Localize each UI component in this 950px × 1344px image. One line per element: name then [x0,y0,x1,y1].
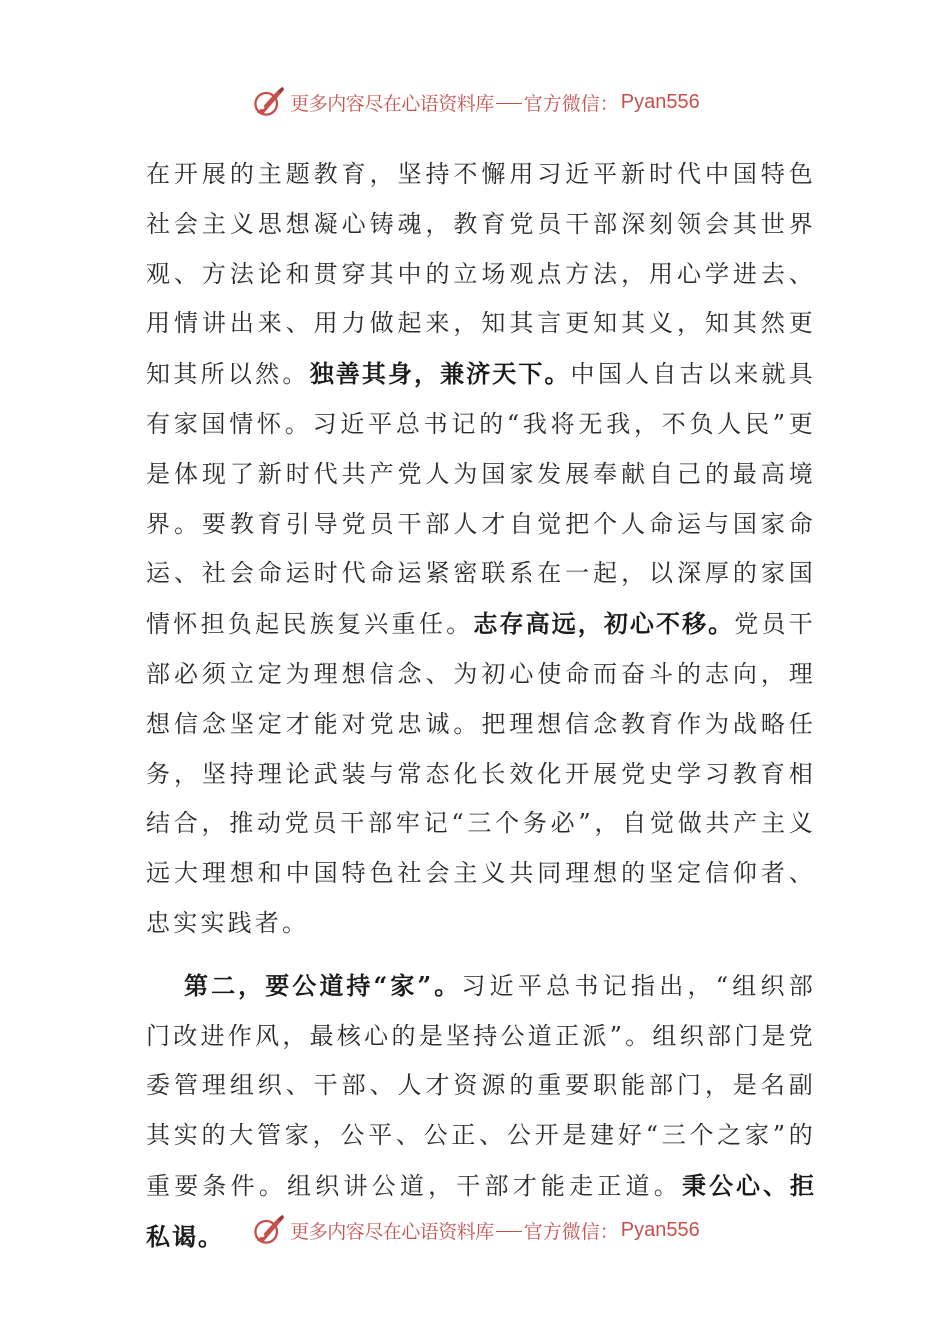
header-watermark-banner [0,82,950,122]
banner-dash [496,103,522,104]
paragraph-1 [146,150,816,949]
banner-wechat-label: 官方微信： [523,92,619,115]
banner-dash [496,1231,522,1232]
banner-wechat-id: Pyan556 [620,1218,700,1241]
banner-wechat-label: 官方微信： [523,1220,619,1243]
pen-logo-icon [250,1212,286,1248]
paragraph-1-bold-heading-a: 独善其身，兼济天下。 [309,359,571,389]
footer-watermark-banner [0,1210,950,1250]
paragraph-1-text-a: 在开展的主题教育，坚持不懈用习近平新时代中国特色社会主义思想凝心铸魂，教育党员干部深刻领会其世界观、方法论和贯穿其中的立场观点方法，用心学进去、用情讲出来、用力做起来，知其言更知其义，知其然更知其所以然。 [146,160,816,389]
paragraph-1-text-b: 中国人自古以来就具有家国情怀。习近平总书记的“我将无我，不负人民”更是体现了新时代共产党人为国家发展奉献自己的最高境界。要教育引导党员干部人才自觉把个人命运与国家命运、社会命运时代命运紧密联系在一起，以深厚的家国情怀担负起民族复兴重任。 [146,360,816,639]
paragraph-2-text-a: 习近平总书记指出，“组织部门改进作风，最核心的是坚持公道正派”。组织部门是党委管理组织、干部、人才资源的重要职能部门，是名副其实的大管家，公平、公正、公开是建好“三个之家”的重要条件。组织讲公道，干部才能走正道。 [146,971,817,1200]
pen-logo-icon [250,84,286,120]
paragraph-1-bold-heading-b: 志存高远，初心不移。 [473,609,735,639]
banner-site-text: 更多内容尽在心语资料库 [290,1220,494,1243]
paragraph-2-bold-heading-a: 第二，要公道持“家”。 [184,970,462,1000]
banner-wechat-id: Pyan556 [620,90,700,113]
document-body [146,150,816,1263]
paragraph-1-text-c: 党员干部必须立定为理想信念、为初心使命而奋斗的志向，理想信念坚定才能对党忠诚。把理想信念教育作为战略任务，坚持理论武装与常态化长效化开展党史学习教育相结合，推动党员干部牢记“三个务必”，自觉做共产主义远大理想和中国特色社会主义共同理想的坚定信仰者、忠实实践者。 [146,610,816,937]
paragraph-2-bold-heading-b: 秉公心、拒私谒。 [146,1170,817,1251]
banner-site-text: 更多内容尽在心语资料库 [290,92,494,115]
